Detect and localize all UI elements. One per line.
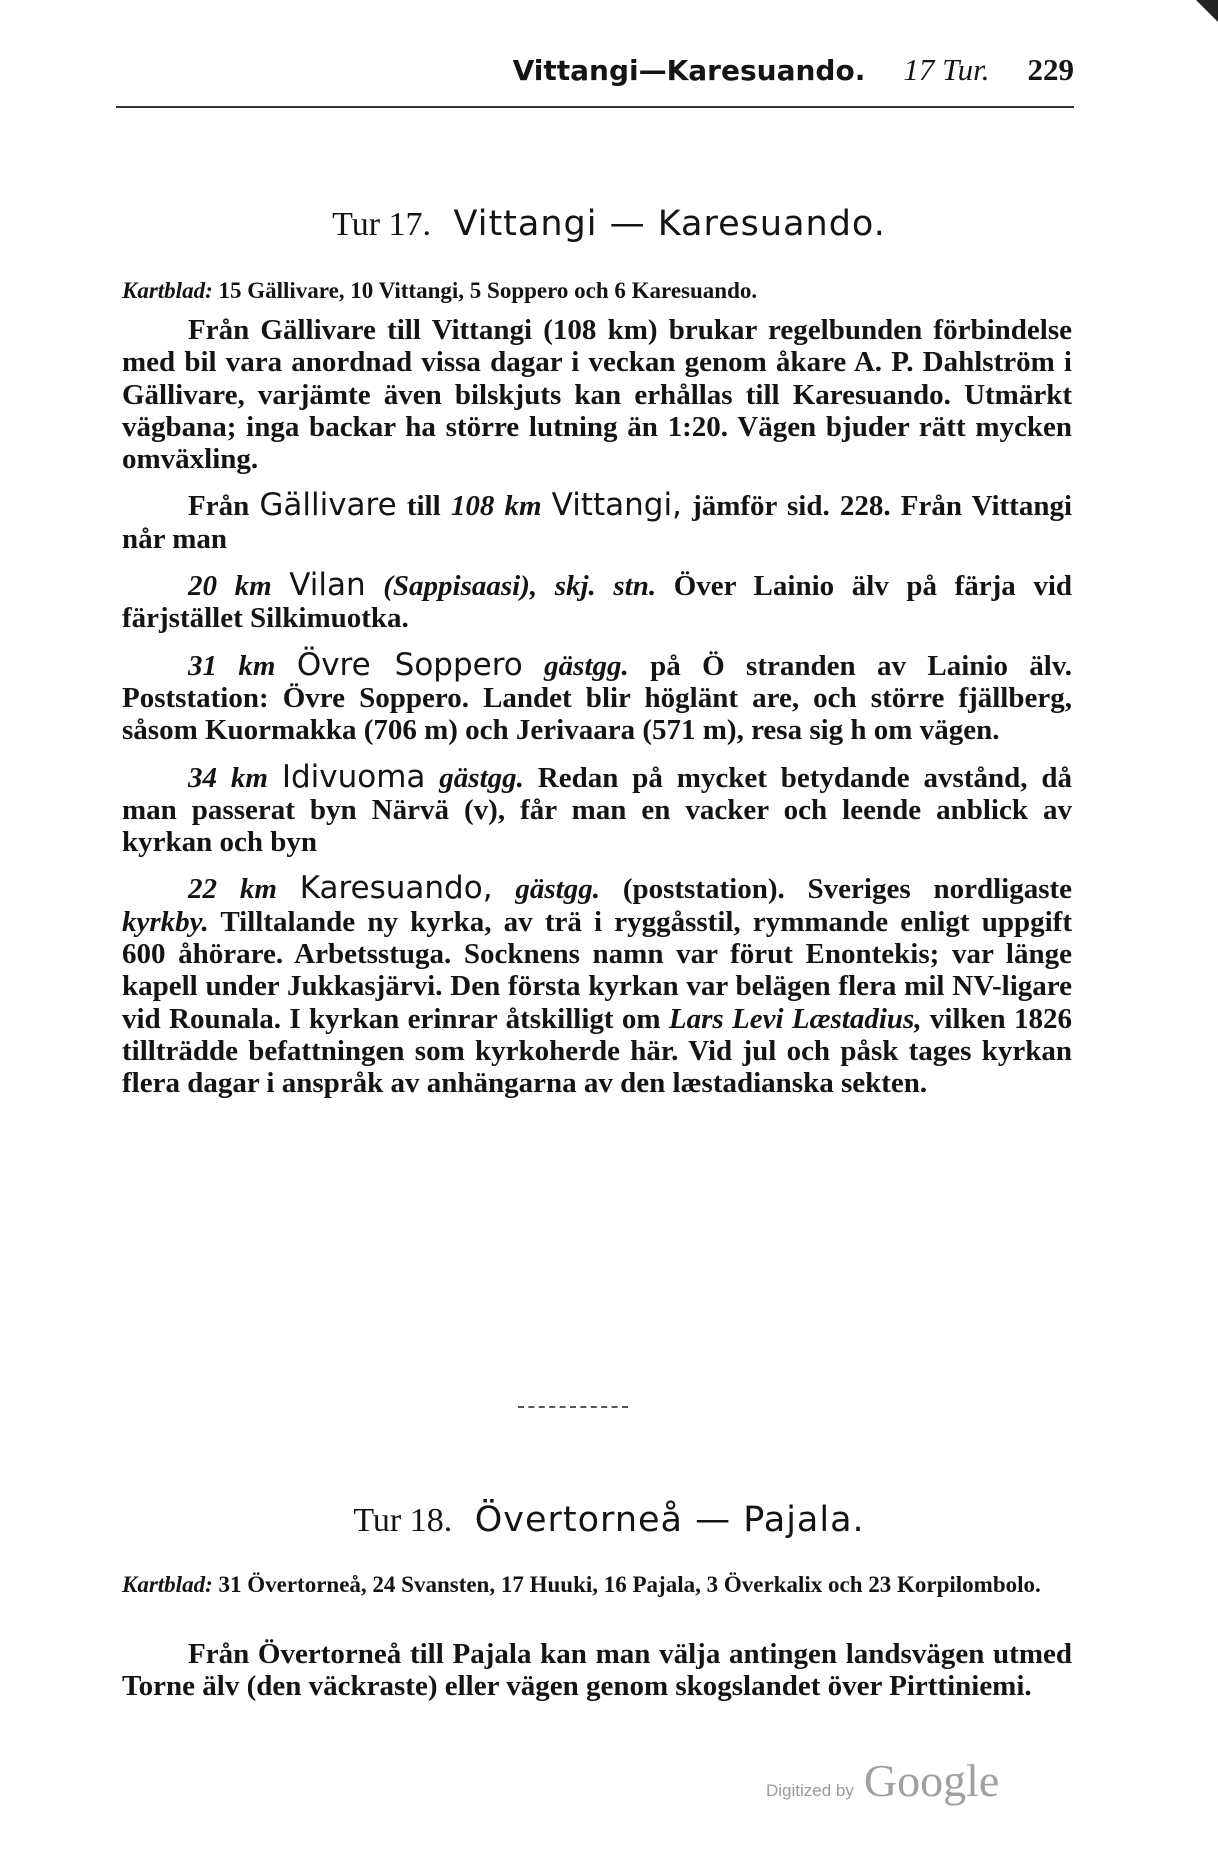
tur-18-body [122,1638,1072,1703]
stop-vilan [122,569,1072,635]
place-name: Vilan [289,567,366,604]
kartblad-text: 31 Övertorneå, 24 Svansten, 17 Huuki, 16 Pajala, 3 Överkalix och 23 Korpilombolo. [218,1572,1041,1597]
tur-17-intro: Från Gällivare till Vittangi (108 km) brukar regelbunden förbindelse med bil vara anordnad vissa dagar i veckan genom åkare A. P. Dahlström i Gällivare, varjämte även bilskjuts kan erhållas till Karesuando. Utmärkt vägbana; inga backar ha större lutning än 1:20. Vägen bjuder rätt mycken omväxling. [122,314,1072,476]
text: jämför sid. 228. Från Vittangi når man [122,490,1073,555]
tur-18-heading [0,1500,1218,1540]
running-head [122,52,1074,88]
stop-idivuoma [122,758,1072,859]
place-name: Gällivare [259,487,397,524]
section-divider [518,1406,628,1408]
stop-text: (poststation). Sveriges nordligaste [622,873,1073,906]
stop-ovre-soppero [122,646,1073,747]
distance: 108 km [450,490,542,523]
distance: 31 km [188,649,276,682]
distance: 20 km [188,570,272,603]
tur-18-intro: Från Övertorneå till Pajala kan man välja antingen landsvägen utmed Torne älv (den väckraste) eller vägen genom skogslandet över Pirttiniemi. [122,1638,1072,1703]
stop-text: Över Lainio älv på färja vid färjstället Silkimuotka. [122,570,1073,635]
running-head-title: Vittangi—Karesuando. [512,54,866,87]
tur-17-kartblad [122,276,1072,306]
stop-note: (Sappisaasi), skj. stn. [383,570,657,603]
stop-text: på Ö stranden av Lainio älv. Poststation: Övre Soppero. Landet blir höglänt are, och större fjällberg, såsom Kuormakka (706 m) och Jerivaara (571 m), resa sig h om vägen. [122,649,1073,747]
place-name: Vittangi, [551,487,682,524]
distance: 22 km [188,873,277,906]
scan-corner-mark [1196,0,1218,22]
tur-17-heading [0,204,1218,244]
tur-18-number: Tur 18. [353,1502,453,1539]
page-number: 229 [1027,52,1074,87]
tur-17-paragraph-2 [122,489,1072,555]
stop-note: gästgg. [544,649,629,682]
tur-18-kartblad [122,1570,1072,1600]
stop-karesuando [122,872,1072,1099]
tur-18-route: Övertorneå — Pajala. [474,1500,865,1540]
stop-text: Redan på mycket betydande avstånd, då man passerat byn Närvä (v), får man en vacker och leende anblick av kyrkan och byn [122,761,1072,859]
google-logo: Google [863,1755,1000,1806]
person-name: Lars Levi Læstadius, [668,1002,922,1035]
place-name: Övre Soppero [296,646,523,683]
tur-17-number: Tur 17. [332,206,432,243]
stop-note: gästgg. [439,761,524,794]
kartblad-label: Kartblad: [122,1572,213,1597]
digitized-by-text: Digitized by [766,1781,854,1800]
text: till [406,490,441,523]
stop-note: gästgg. [515,873,600,906]
header-rule [116,106,1074,108]
running-head-tur: 17 Tur. [903,52,990,87]
tur-17-route: Vittangi — Karesuando. [453,204,886,244]
text: Från [188,490,250,523]
digitized-watermark [766,1754,999,1807]
kartblad-label: Kartblad: [122,278,213,303]
distance: 34 km [188,761,268,794]
place-name: Idivuoma [281,758,426,795]
tur-17-body [122,314,1072,1100]
stop-text: Tilltalande ny kyrka, av trä i ryggåsstil, rymmande enligt uppgift 600 åhörare. Arbetsstuga. Socknens namn var förut Enontekis; var länge kapell under Jukkasjärvi. Den första kyrkan var belägen flera mil NV-ligare vid Rounala. I kyrkan erinrar åtskilligt om [122,905,1072,1035]
emphasis: kyrkby. [122,905,209,938]
kartblad-text: 15 Gällivare, 10 Vittangi, 5 Soppero och 6 Karesuando. [218,278,758,303]
place-name: Karesuando, [299,870,493,907]
stop-text: vilken 1826 tillträdde befattningen som kyrkoherde här. Vid jul och påsk tages kyrkan flera dagar i anspråk av anhängarna av den læstadianska sekten. [122,1002,1073,1100]
